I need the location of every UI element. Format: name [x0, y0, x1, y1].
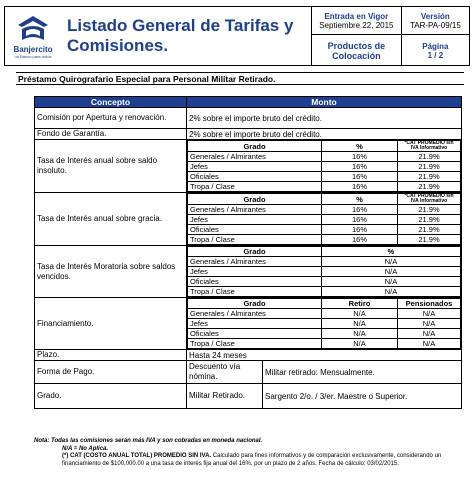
- note-label: Nota:: [34, 438, 50, 444]
- cat-cell: 21.9%: [398, 205, 461, 215]
- cat-note-label: (*) CAT (COSTO ANUAL TOTAL) PROMEDIO SIN IVA.: [62, 453, 212, 459]
- cat-cell: 21.9%: [398, 215, 461, 225]
- cat-cell: 21.9%: [398, 162, 461, 172]
- grado-header: Grado: [188, 194, 322, 205]
- note-line-3: [34, 453, 460, 468]
- pct-header: %: [322, 194, 398, 205]
- logo: [5, 7, 61, 65]
- financiamiento-table: [187, 298, 461, 349]
- table-row: [188, 329, 461, 339]
- grado-cell: Tropa / Clase: [188, 287, 322, 297]
- cat-cell: 21.9%: [398, 152, 461, 162]
- pct-cell: 16%: [322, 225, 398, 235]
- cat-cell: 21.9%: [398, 172, 461, 182]
- note-text-2: N/A = No Aplica.: [62, 445, 109, 452]
- pensionados-cell: N/A: [398, 329, 461, 339]
- tasa-insoluto-label: Tasa de Interés anual sobre saldo insoluto.: [35, 140, 187, 193]
- table-row: [35, 140, 462, 193]
- pct-cell: 16%: [322, 235, 398, 245]
- tasa-gracia-label: Tasa de Interés anual sobre gracia.: [35, 193, 187, 246]
- retiro-header: Retiro: [322, 299, 398, 309]
- table-row: [188, 215, 461, 225]
- banjercito-logo-icon: [16, 14, 50, 44]
- table-row: [188, 172, 461, 182]
- table-row: [35, 298, 462, 350]
- section-title: Préstamo Quirografario Especial para Personal Militar Retirado.: [16, 72, 464, 85]
- table-row: [188, 309, 461, 319]
- cat-note-text: Calculado para fines informativos y de comparación exclusivamente, considerando un financiamiento de $100,000.00 a una tasa de interés fija anual del 16%, por un plazo de 2 años. Fecha de cálculo: 03/02/2015.: [62, 453, 442, 467]
- grado-header: Grado: [188, 141, 322, 152]
- effective-label: Entrada en Vigor: [324, 11, 389, 21]
- version-cell: [401, 7, 469, 35]
- pct-header: %: [322, 141, 398, 152]
- cat-cell: 21.9%: [398, 225, 461, 235]
- apertura-value: 2% sobre el importe bruto del crédito.: [187, 108, 462, 129]
- table-row: [188, 319, 461, 329]
- pct-cell: 16%: [322, 162, 398, 172]
- grado-cell: Oficiales: [188, 277, 322, 287]
- table-row: [35, 384, 462, 409]
- grado-cell: Generales / Almirantes: [188, 309, 322, 319]
- pensionados-cell: N/A: [398, 339, 461, 349]
- grado-cell: Jefes: [188, 162, 322, 172]
- apertura-label: Comisión por Apertura y renovación.: [35, 108, 187, 129]
- retiro-cell: N/A: [322, 339, 398, 349]
- table-row: [188, 339, 461, 349]
- table-row: [188, 205, 461, 215]
- table-row: [188, 277, 461, 287]
- note-line-1: [34, 438, 460, 446]
- grado-label: Grado.: [35, 384, 187, 409]
- cat-header: *CAT PROMEDIO sin IVA Informativo: [398, 194, 461, 205]
- table-header-row: [35, 97, 462, 108]
- grado-cell: Jefes: [188, 267, 322, 277]
- retiro-cell: N/A: [322, 309, 398, 319]
- effective-date-cell: [312, 7, 401, 35]
- table-row: [35, 350, 462, 361]
- tasa-gracia-table: [187, 193, 461, 245]
- table-row: [35, 246, 462, 298]
- notes: [34, 438, 460, 468]
- grado-cell: Oficiales: [188, 329, 322, 339]
- pct-cell: 16%: [322, 215, 398, 225]
- table-row: [188, 225, 461, 235]
- table-row: [35, 129, 462, 140]
- tariff-table: [34, 96, 462, 409]
- document-title: Listado General de Tarifas y Comisiones.: [67, 16, 294, 55]
- logo-name: Banjercito: [13, 44, 53, 54]
- grado-cell: Oficiales: [188, 225, 322, 235]
- plazo-label: Plazo.: [35, 350, 187, 361]
- note-text-1: Todas las comisiones serán más IVA y son cobradas en moneda nacional.: [51, 438, 263, 444]
- cat-cell: 21.9%: [398, 182, 461, 192]
- pct-header: %: [322, 247, 461, 257]
- table-row: [188, 152, 461, 162]
- pct-cell: N/A: [322, 287, 461, 297]
- version-value: TAR-PA-09/15: [409, 20, 461, 30]
- pct-cell: 16%: [322, 182, 398, 192]
- grado-desc: Militar Retirado.: [187, 384, 263, 409]
- retiro-cell: N/A: [322, 329, 398, 339]
- grado-cell: Tropa / Clase: [188, 339, 322, 349]
- page-value: 1 / 2: [427, 50, 444, 60]
- pensionados-cell: N/A: [398, 309, 461, 319]
- table-row: [35, 193, 462, 246]
- table-row: [35, 361, 462, 384]
- effective-date: Septiembre 22, 2015: [319, 20, 394, 30]
- table-row: [188, 287, 461, 297]
- pct-cell: N/A: [322, 267, 461, 277]
- logo-tagline: un Banco para todos: [14, 53, 52, 59]
- grado-cell: Jefes: [188, 215, 322, 225]
- product-type: Productos de Colocación: [327, 40, 386, 61]
- pensionados-header: Pensionados: [398, 299, 461, 309]
- grado-header: Grado: [188, 299, 322, 309]
- grado-cell: Generales / Almirantes: [188, 152, 322, 162]
- garantia-value: 2% sobre el importe bruto del crédito.: [187, 129, 462, 140]
- pct-cell: N/A: [322, 257, 461, 267]
- financiamiento-label: Financiamiento.: [35, 298, 187, 350]
- note-line-2: [34, 446, 460, 454]
- pct-cell: 16%: [322, 152, 398, 162]
- version-label: Versión: [420, 11, 450, 21]
- grado-cell: Jefes: [188, 319, 322, 329]
- document-header: [4, 6, 470, 66]
- moratoria-label: Tasa de Interés Moratoria sobre saldos vencidos.: [35, 246, 187, 298]
- grado-cell: Oficiales: [188, 172, 322, 182]
- pensionados-cell: N/A: [398, 319, 461, 329]
- grado-cell: Generales / Almirantes: [188, 257, 322, 267]
- forma-pago-label: Forma de Pago.: [35, 361, 187, 384]
- forma-pago-value: Militar retirado: Mensualmente.: [263, 361, 462, 384]
- col-concepto: Concepto: [35, 97, 187, 108]
- moratoria-table: [187, 246, 461, 297]
- col-monto: Monto: [187, 97, 462, 108]
- table-row: [188, 257, 461, 267]
- plazo-value: Hasta 24 meses: [187, 350, 462, 361]
- grado-cell: Generales / Almirantes: [188, 205, 322, 215]
- table-row: [188, 267, 461, 277]
- grado-header: Grado: [188, 247, 322, 257]
- table-row: [188, 162, 461, 172]
- cat-header: *CAT PROMEDIO sin IVA Informativo: [398, 141, 461, 152]
- table-row: [188, 182, 461, 192]
- page-cell: [401, 35, 469, 66]
- table-row: [35, 108, 462, 129]
- forma-pago-desc: Descuento vía nómina.: [187, 361, 263, 384]
- tasa-insoluto-table: [187, 140, 461, 192]
- grado-value: Sargento 2/o. / 3/er. Maestre o Superior.: [263, 384, 462, 409]
- garantia-label: Fondo de Garantía.: [35, 129, 187, 140]
- retiro-cell: N/A: [322, 319, 398, 329]
- product-type-cell: [312, 35, 401, 66]
- grado-cell: Tropa / Clase: [188, 235, 322, 245]
- pct-cell: 16%: [322, 172, 398, 182]
- pct-cell: 16%: [322, 205, 398, 215]
- header-meta: [311, 7, 469, 65]
- table-row: [188, 235, 461, 245]
- grado-cell: Tropa / Clase: [188, 182, 322, 192]
- page-label: Página: [422, 41, 449, 51]
- pct-cell: N/A: [322, 277, 461, 287]
- cat-cell: 21.9%: [398, 235, 461, 245]
